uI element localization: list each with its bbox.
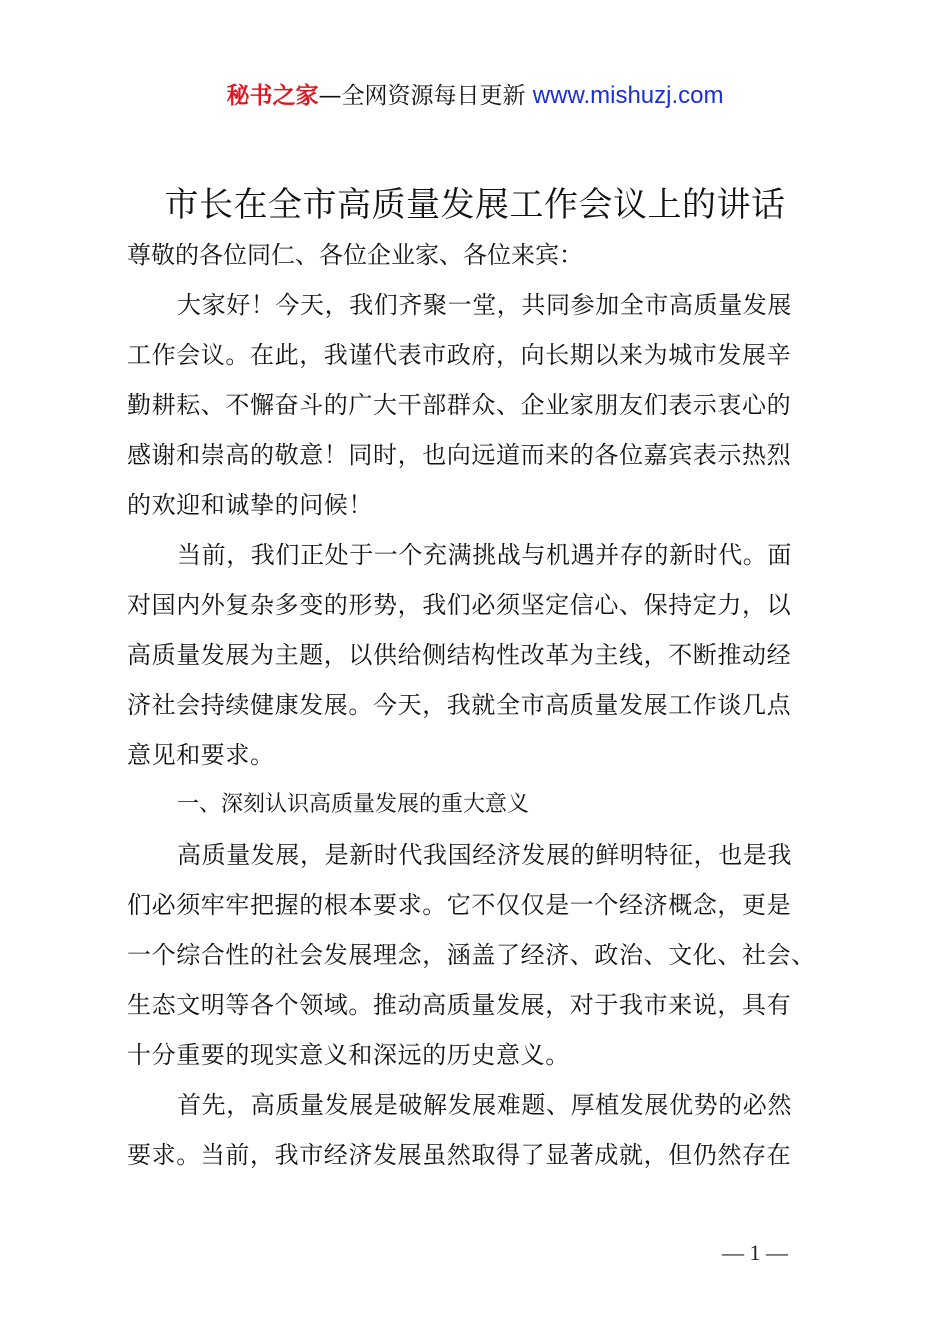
text-line: 对国内外复杂多变的形势，我们必须坚定信心、保持定力，以 <box>127 591 792 619</box>
document-title: 市长在全市高质量发展工作会议上的讲话 <box>164 185 786 225</box>
text-line: 要求。当前，我市经济发展虽然取得了显著成就，但仍然存在 <box>127 1141 792 1169</box>
text-line: 十分重要的现实意义和深远的历史意义。 <box>127 1041 570 1069</box>
site-header <box>0 78 950 114</box>
text-line: 感谢和崇高的敬意！同时，也向远道而来的各位嘉宾表示热烈 <box>127 441 792 469</box>
paragraph-1 <box>127 280 842 530</box>
text-line: 济社会持续健康发展。今天，我就全市高质量发展工作谈几点 <box>127 691 792 719</box>
text-line: 大家好！今天，我们齐聚一堂，共同参加全市高质量发展 <box>177 291 792 319</box>
text-line: 的欢迎和诚挚的问候！ <box>127 491 373 519</box>
header-tagline: —全网资源每日更新 <box>318 83 533 109</box>
text-line: 首先，高质量发展是破解发展难题、厚植发展优势的必然 <box>177 1091 792 1119</box>
salutation: 尊敬的各位同仁、各位企业家、各位来宾： <box>127 241 583 269</box>
text-line: 高质量发展为主题，以供给侧结构性改革为主线，不断推动经 <box>127 641 792 669</box>
brand-name: 秘书之家 <box>226 83 319 109</box>
text-line: 当前，我们正处于一个充满挑战与机遇并存的新时代。面 <box>177 541 792 569</box>
document-body <box>127 230 842 1180</box>
text-line: 高质量发展，是新时代我国经济发展的鲜明特征，也是我 <box>177 841 792 869</box>
text-line: 一个综合性的社会发展理念，涵盖了经济、政治、文化、社会、 <box>127 941 816 969</box>
text-line: 工作会议。在此，我谨代表市政府，向长期以来为城市发展辛 <box>127 341 792 369</box>
text-line: 意见和要求。 <box>127 741 275 769</box>
text-line: 们必须牢牢把握的根本要求。它不仅仅是一个经济概念，更是 <box>127 891 792 919</box>
section-heading: 一、深刻认识高质量发展的重大意义 <box>177 792 530 817</box>
page-number: — 1 — <box>722 1240 788 1265</box>
paragraph-4 <box>127 1080 842 1180</box>
paragraph-2 <box>127 530 842 780</box>
text-line: 勤耕耘、不懈奋斗的广大干部群众、企业家朋友们表示衷心的 <box>127 391 792 419</box>
paragraph-3 <box>127 830 842 1080</box>
text-line: 生态文明等各个领域。推动高质量发展，对于我市来说，具有 <box>127 991 792 1019</box>
site-url-link[interactable]: www.mishuzj.com <box>532 82 724 109</box>
